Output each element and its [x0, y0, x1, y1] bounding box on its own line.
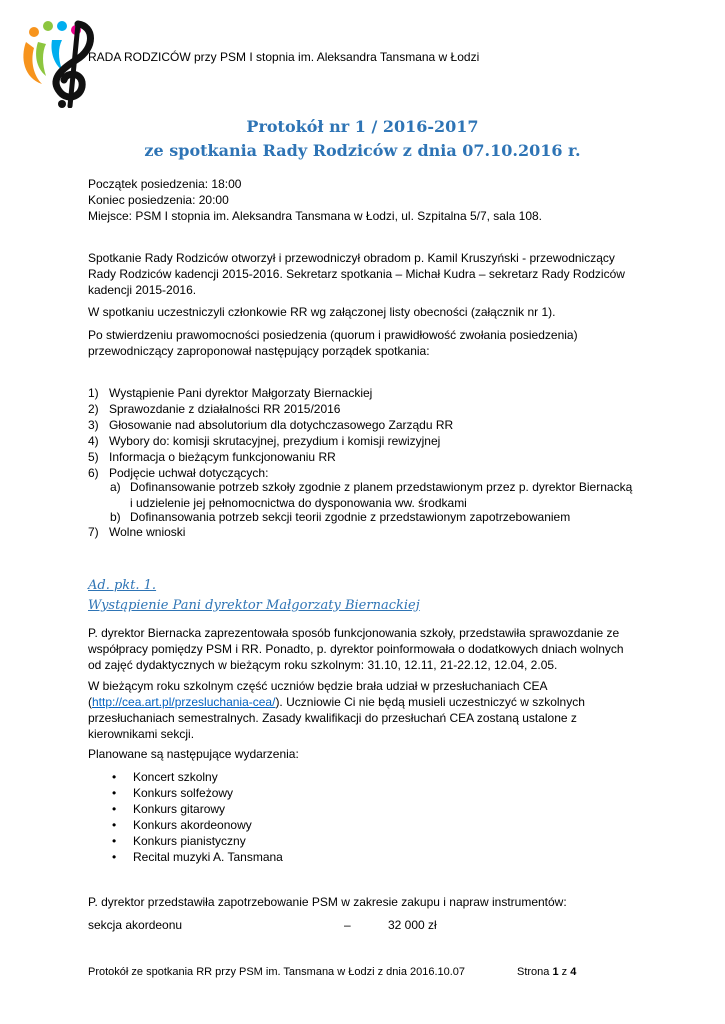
agenda-item-text: Sprawozdanie z działalności RR 2015/2016 [109, 402, 341, 416]
intro-agenda-lead: Po stwierdzeniu prawomocności posiedzenia (quorum i prawidłowość zwołania posiedzenia) przewodniczący zaproponował następujący porządek spotkania: [88, 328, 578, 358]
footer-text: Protokół ze spotkania RR przy PSM im. Tansmana w Łodzi z dnia 2016.10.07 [88, 966, 466, 978]
page-of: z [561, 966, 568, 978]
row-label: sekcja akordeonu [88, 918, 183, 932]
event-text: Koncert szkolny [133, 770, 218, 784]
paragraph-text: ). Uczniowie Ci nie będą musieli uczestniczyć w szkolnych przesłuchaniach semestralnych. Zasady kwalifikacji do przesłuchań CEA zostaną ustalone z kierownikami sekcji. [88, 695, 585, 741]
event-text: Konkurs akordeonowy [133, 818, 252, 832]
section-paragraph-4: P. dyrektor przedstawiła zapotrzebowanie PSM w zakresie zakupu i napraw instrumentów: [88, 895, 567, 909]
agenda-item-number: 3) [88, 418, 99, 432]
bullet-icon: • [112, 802, 117, 816]
meta-place: Miejsce: PSM I stopnia im. Aleksandra Tansmana w Łodzi, ul. Szpitalna 5/7, sala 108. [88, 209, 543, 223]
agenda-item-number: 7) [88, 525, 99, 539]
agenda-item-number: 1) [88, 386, 99, 400]
document-title: Protokół nr 1 / 2016-2017 [246, 117, 479, 136]
event-text: Recital muzyki A. Tansmana [133, 850, 283, 864]
page-label: Strona [517, 966, 550, 978]
agenda-item-number: 5) [88, 450, 99, 464]
section-paragraph-1: P. dyrektor Biernacka zaprezentowała sposób funkcjonowania szkoły, przedstawiła sprawozdanie ze współpracy pomiędzy PSM i RR. Ponadto, p. dyrektor poinformowała o dodatkowych dniach wolnych od zajęć dydaktycznych w bieżącym roku szkolnym: 31.10, 12.11, 21-22.12, 12.04, 2.05. [88, 626, 624, 672]
agenda-subitem-letter: a) [110, 480, 121, 494]
event-text: Konkurs pianistyczny [133, 834, 246, 848]
cea-link[interactable]: http://cea.art.pl/przesluchania-cea/ [92, 695, 276, 709]
agenda-item-number: 6) [88, 466, 99, 480]
agenda-item-text: Wolne wnioski [109, 525, 186, 539]
row-dash: – [344, 918, 351, 932]
section-heading-number: Ad. pkt. 1. [88, 578, 157, 593]
section-paragraph-2 [88, 678, 633, 742]
agenda-subitem-text: Dofinansowanie potrzeb szkoły zgodnie z planem przedstawionym przez p. dyrektor Biernacką i udzielenie jej pełnomocnictwa do dysponowania ww. środkami [130, 480, 633, 510]
row-amount: 32 000 zł [388, 918, 437, 932]
page-total: 4 [570, 966, 577, 978]
event-text: Konkurs gitarowy [133, 802, 226, 816]
bullet-icon: • [112, 850, 117, 864]
bullet-icon: • [112, 818, 117, 832]
bullet-icon: • [112, 770, 117, 784]
intro-paragraph: Spotkanie Rady Rodziców otworzył i przewodniczył obradom p. Kamil Kruszyński - przewodniczący Rady Rodziców kadencji 2015-2016. Sekretarz spotkania – Michał Kudra – sekretarz Rady Rodziców kadencji 2015-2016. [88, 251, 625, 297]
agenda-item-number: 4) [88, 434, 99, 448]
event-text: Konkurs solfeżowy [133, 786, 234, 800]
document-subtitle: ze spotkania Rady Rodziców z dnia 07.10.2016 r. [144, 141, 581, 160]
paragraph-text: W bieżącym roku szkolnym część uczniów będzie brała udział w przesłuchaniach CEA ( [88, 679, 547, 709]
page-indicator [517, 966, 576, 978]
section-paragraph-3: Planowane są następujące wydarzenia: [88, 747, 299, 761]
page-number: 1 [552, 966, 559, 978]
agenda-item-number: 2) [88, 402, 99, 416]
agenda-item-text: Wystąpienie Pani dyrektor Małgorzaty Biernackiej [109, 386, 373, 400]
meta-end: Koniec posiedzenia: 20:00 [88, 193, 229, 207]
intro-attendance: W spotkaniu uczestniczyli członkowie RR wg załączonej listy obecności (załącznik nr 1). [88, 305, 556, 319]
agenda-subitem-text: Dofinansowania potrzeb sekcji teorii zgodnie z przedstawionym zapotrzebowaniem [130, 510, 571, 524]
agenda-item-text: Wybory do: komisji skrutacyjnej, prezydium i komisji rewizyjnej [109, 434, 441, 448]
agenda-subitem-letter: b) [110, 510, 121, 524]
agenda-item-text: Podjęcie uchwał dotyczących: [109, 466, 269, 480]
agenda-item-text: Informacja o bieżącym funkcjonowaniu RR [109, 450, 336, 464]
meta-start: Początek posiedzenia: 18:00 [88, 177, 242, 191]
bullet-icon: • [112, 786, 117, 800]
section-heading-title: Wystąpienie Pani dyrektor Małgorzaty Biernackiej [88, 598, 420, 613]
header-organization: RADA RODZICÓW przy PSM I stopnia im. Aleksandra Tansmana w Łodzi [88, 50, 480, 64]
agenda-item-text: Głosowanie nad absolutorium dla dotychczasowego Zarządu RR [109, 418, 454, 432]
bullet-icon: • [112, 834, 117, 848]
